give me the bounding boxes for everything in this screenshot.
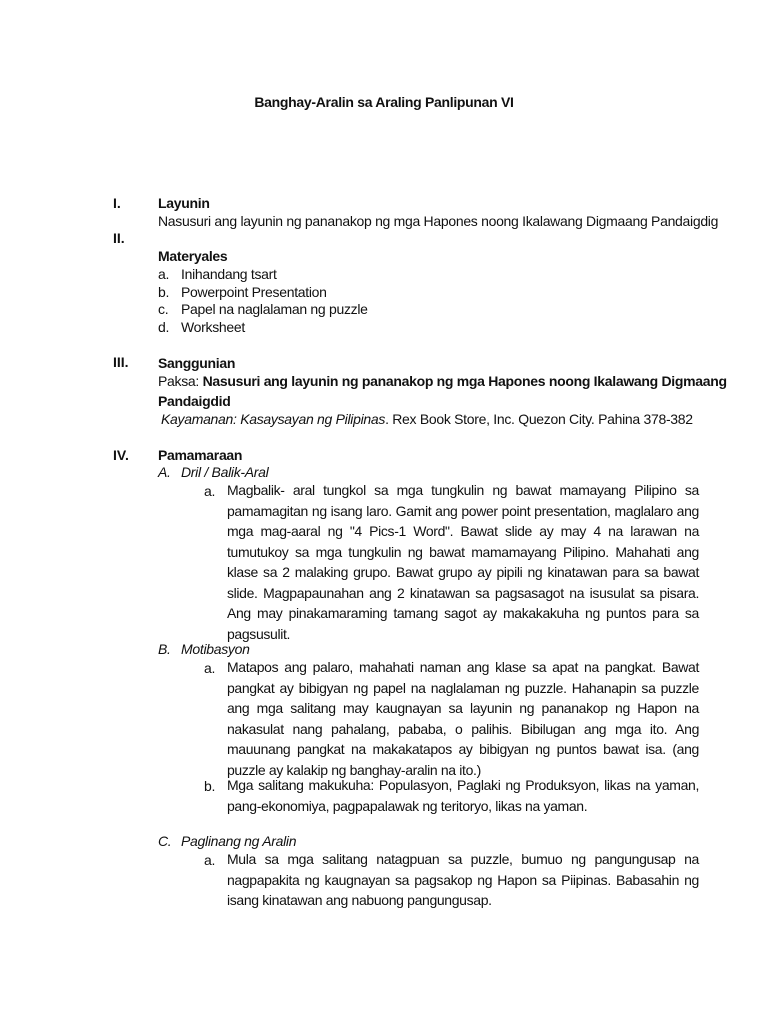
reference-book-title: Kayamanan: Kasaysayan ng Pilipinas [161,411,386,427]
subsection-c-title: Paglinang ng Aralin [181,833,297,849]
section-3-numeral: III. [113,354,129,370]
reference-line [161,410,693,428]
section-4-heading: Pamamaraan [158,447,243,463]
subsection-b-item-b-paragraph: Mga salitang makukuha: Populasyon, Paglaki ng Produksyon, likas na yaman, pang-ekonomiya, pagpapalawak ng teritoryo, likas na yaman. [227,777,699,814]
subsection-b-item-a-paragraph: Matapos ang palaro, mahahati naman ang klase sa apat na pangkat. Bawat pangkat ay bibigyan ng papel na naglalaman ng puzzle. Hahanapin sa puzzle ang mga salitang may kaugnayan sa layunin ng pananakop ng Hapon na nakasulat nang pahalang, pababa, o palihis. Bibilugan ang mga ito. Ang mauunang pangkat na makakatapos ay bibigyan ng puntos bawat isa. (ang puzzle ay kalakip ng banghay-aralin na ito.) [227,659,699,778]
page-title: Banghay-Aralin sa Araling Panlipunan VI [254,94,514,110]
subsection-b-title: Motibasyon [181,641,250,657]
materials-item-text: Powerpoint Presentation [181,284,327,300]
materials-item-text: Inihandang tsart [181,266,277,282]
section-1-heading: Layunin [158,195,210,211]
section-3-heading: Sanggunian [158,355,236,371]
subsection-a-paragraph: Magbalik- aral tungkol sa mga tungkulin ng bawat mamayang Pilipino sa pamamagitan ng isang laro. Gamit ang power point presentation, maglalaro ang mga mag-aaral ng "4 Pics-1 Word". Bawat slide ay may 4 na larawan na tumutukoy sa mga tungkulin ng bawat mamamayang Pilipino. Mahahati ang klase sa 2 malaking grupo. Bawat grupo ay pipili ng kinatawan para sa bawat slide. Magpapaunahan ang 2 kinatawan sa pagsasagot na isusulat sa pisara. Ang may pinakamaraming tamang sagot ay makakakuha ng puntos para sa pagsusulit. [227,482,699,642]
section-1-numeral: I. [113,195,121,211]
section-2-numeral: II. [113,230,125,246]
materials-item-label: b. [158,284,170,300]
materials-item-text: Worksheet [181,319,245,335]
subsection-b-item-b-label: b. [204,778,216,794]
materials-item-label: d. [158,319,170,335]
section-1-text: Nasusuri ang layunin ng pananakop ng mga Hapones noong Ikalawang Digmaang Pandaigdig [158,213,719,229]
materials-item-label: a. [158,266,170,282]
subsection-c-label: C. [158,833,172,849]
section-4-numeral: IV. [113,447,129,463]
materials-item-label: c. [158,301,169,317]
paksa-topic-continued: Pandaigdid [158,393,231,409]
section-2-heading: Materyales [158,248,228,264]
subsection-a-title: Dril / Balik-Aral [181,464,269,480]
reference-publisher: . Rex Book Store, Inc. Quezon City. Pahina 378-382 [385,411,693,427]
subsection-c-paragraph: Mula sa mga salitang natagpuan sa puzzle, bumuo ng pangungusap na nagpapakita ng kaugnayan sa pagsakop ng Hapon sa Piipinas. Babasahin ng isang kinatawan ang nabuong pangungusap. [227,851,699,908]
subsection-b-label: B. [158,641,171,657]
paksa-topic: Nasusuri ang layunin ng pananakop ng mga Hapones noong Ikalawang Digmaang [202,373,727,389]
materials-item-text: Papel na naglalaman ng puzzle [181,301,368,317]
subsection-a-item-label: a. [204,483,216,499]
subsection-c-item-label: a. [204,852,216,868]
paksa-label: Paksa: [158,373,199,389]
paksa-line [158,372,727,390]
subsection-b-item-a-label: a. [204,660,216,676]
subsection-a-label: A. [158,464,171,480]
